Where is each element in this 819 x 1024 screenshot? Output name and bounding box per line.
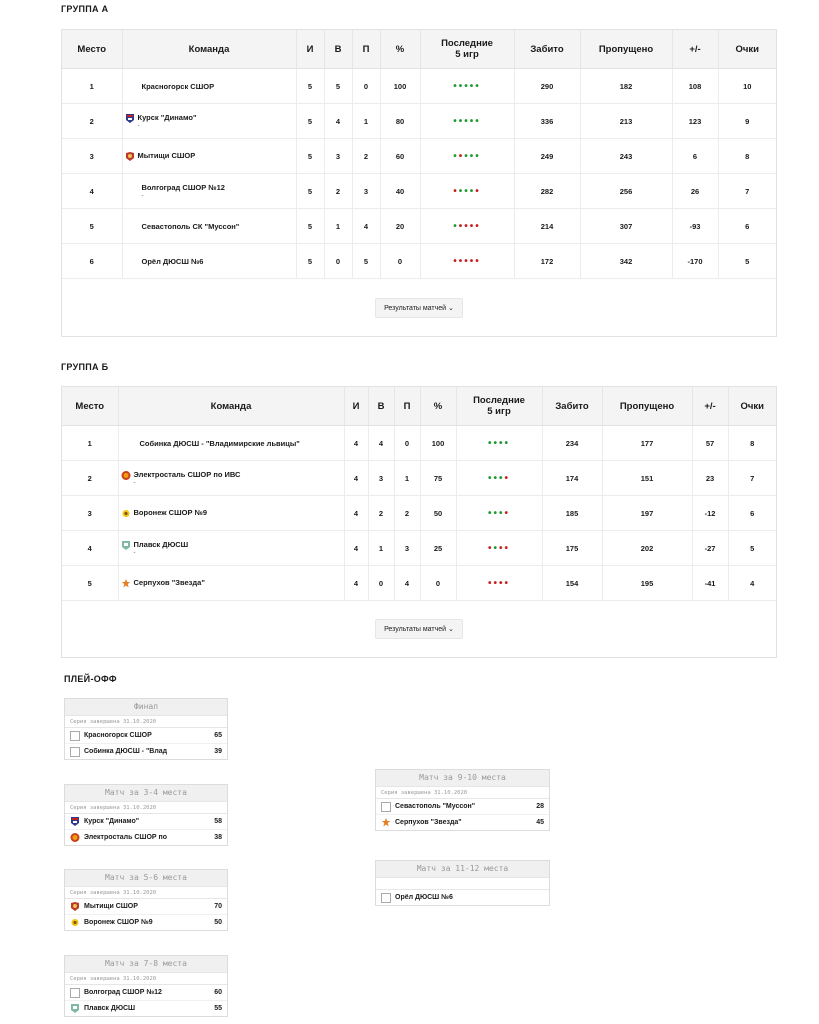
win-dot-icon: • [453,115,459,127]
diff-cell: 6 [672,139,718,174]
column-header: В [324,30,352,69]
win-dot-icon: • [453,220,459,232]
team-subtitle: - [133,480,136,486]
wins-cell: 3 [324,139,352,174]
match-date: Серия завершена 31.10.2020 [376,787,549,799]
points-cell: 6 [718,209,776,244]
loss-dot-icon: • [464,255,470,267]
match-team-row[interactable] [65,985,227,1000]
win-dot-icon: • [453,80,459,92]
scored-cell: 234 [542,426,602,461]
match-score: 50 [214,919,222,926]
team-logo-icon [121,540,131,551]
win-dot-icon: • [504,437,511,449]
conceded-cell: 202 [602,531,692,566]
match-team-row[interactable] [65,914,227,930]
pct-cell: 25 [420,531,456,566]
place-cell: 4 [62,531,118,566]
column-header: И [344,387,368,426]
match-team-row[interactable] [65,743,227,759]
pct-cell: 100 [420,426,456,461]
place-cell: 3 [62,139,122,174]
pct-cell: 75 [420,461,456,496]
team-logo-icon [121,470,131,481]
team-cell[interactable] [118,461,344,496]
match-title: Матч за 9-10 места [376,770,549,787]
loss-dot-icon: • [499,577,505,589]
match-title: Матч за 7-8 места [65,956,227,973]
conceded-cell: 182 [580,69,672,104]
diff-cell: 57 [692,426,728,461]
column-header: В [368,387,394,426]
place-cell: 6 [62,244,122,279]
team-logo-icon [70,832,80,843]
win-dot-icon: • [464,150,470,162]
match-score: 58 [214,818,222,825]
group-a-table [61,29,777,337]
team-name[interactable]: Собинка ДЮСШ - "Владимирские львицы" [139,438,300,448]
match-score: 65 [214,732,222,739]
scored-cell: 172 [514,244,580,279]
playoff-title: ПЛЕЙ-ОФФ [64,674,117,684]
conceded-cell: 195 [602,566,692,601]
team-cell[interactable] [118,496,344,531]
loss-dot-icon: • [475,220,481,232]
broken-image-icon [70,988,80,998]
match-team-row[interactable] [65,814,227,829]
win-dot-icon: • [475,150,481,162]
last-games-cell [456,496,542,531]
table-row[interactable] [62,139,776,174]
win-dot-icon: • [475,115,481,127]
games-cell: 4 [344,496,368,531]
conceded-cell: 213 [580,104,672,139]
match-team-name: Собинка ДЮСШ - "Влад [84,748,168,755]
match-score: 38 [214,834,222,841]
conceded-cell: 197 [602,496,692,531]
scored-cell: 174 [542,461,602,496]
loss-dot-icon: • [469,220,476,232]
table-row[interactable] [62,69,776,104]
team-subtitle: - [137,123,140,129]
column-header: Место [62,387,118,426]
scored-cell: 249 [514,139,580,174]
team-name[interactable]: Мытищи СШОР [137,150,196,160]
wins-cell: 1 [368,531,394,566]
win-dot-icon: • [464,115,470,127]
pct-cell: 0 [420,566,456,601]
losses-cell: 1 [352,104,380,139]
diff-cell: -93 [672,209,718,244]
column-header: Последние 5 игр [456,387,542,426]
win-dot-icon: • [453,150,459,162]
column-header: Последние 5 игр [420,30,514,69]
last-games-cell [420,209,514,244]
team-name[interactable]: Электросталь СШОР по ИВС [133,470,241,479]
wins-cell: 4 [324,104,352,139]
match-team-name: Орёл ДЮСШ №6 [395,894,453,901]
column-header: Забито [542,387,602,426]
losses-cell: 3 [352,174,380,209]
points-cell: 10 [718,69,776,104]
last-games-cell [456,426,542,461]
points-cell: 7 [728,461,776,496]
games-cell: 5 [296,139,324,174]
broken-image-icon [381,893,391,903]
team-name[interactable]: Красногорск СШОР [141,81,215,91]
table-row[interactable] [62,209,776,244]
match-card-m78[interactable] [64,955,228,1017]
group-a-title: ГРУППА А [61,4,109,14]
conceded-cell: 256 [580,174,672,209]
win-dot-icon: • [464,80,470,92]
match-team-row[interactable] [65,1000,227,1016]
last-games-cell [420,244,514,279]
match-date [376,878,549,890]
scored-cell: 336 [514,104,580,139]
conceded-cell: 307 [580,209,672,244]
team-name[interactable]: Плавск ДЮСШ [133,540,189,549]
pct-cell: 0 [380,244,420,279]
losses-cell: 3 [394,531,420,566]
match-title: Матч за 5-6 места [65,870,227,887]
loss-dot-icon: • [458,255,465,267]
loss-dot-icon: • [487,577,494,589]
conceded-cell: 243 [580,139,672,174]
points-cell: 6 [728,496,776,531]
points-cell: 8 [718,139,776,174]
games-cell: 4 [344,566,368,601]
points-cell: 5 [718,244,776,279]
team-logo-icon [121,508,131,519]
losses-cell: 2 [352,139,380,174]
chevron-down-icon: ⌄ [448,626,454,633]
pct-cell: 60 [380,139,420,174]
match-date: Серия завершена 31.10.2020 [65,716,227,728]
team-cell[interactable] [122,104,296,139]
win-dot-icon: • [493,472,499,484]
team-logo-icon [125,113,135,124]
win-dot-icon: • [493,437,499,449]
pct-cell: 80 [380,104,420,139]
pct-cell: 40 [380,174,420,209]
match-title: Матч за 3-4 места [65,785,227,802]
win-dot-icon: • [493,542,499,554]
match-card-m910[interactable] [375,769,550,831]
loss-dot-icon: • [475,185,481,197]
place-cell: 1 [62,69,122,104]
column-header: Очки [728,387,776,426]
match-team-name: Севастополь "Муссон" [395,803,476,810]
win-dot-icon: • [499,437,505,449]
team-cell[interactable] [118,531,344,566]
match-score: 70 [214,903,222,910]
wins-cell: 0 [368,566,394,601]
last-games-cell [420,139,514,174]
broken-image-icon [70,747,80,757]
win-dot-icon: • [469,80,476,92]
loss-dot-icon: • [458,150,465,162]
diff-cell: 108 [672,69,718,104]
team-logo-icon [70,816,80,827]
win-dot-icon: • [493,507,499,519]
points-cell: 7 [718,174,776,209]
match-team-name: Мытищи СШОР [84,903,138,910]
diff-cell: -27 [692,531,728,566]
team-cell[interactable] [122,139,296,174]
last-games-cell [420,174,514,209]
match-team-row[interactable] [65,829,227,845]
team-name[interactable]: Орёл ДЮСШ №6 [141,256,204,266]
table-row[interactable] [62,531,776,566]
match-team-row[interactable] [65,899,227,914]
losses-cell: 0 [352,69,380,104]
games-cell: 4 [344,531,368,566]
diff-cell: -170 [672,244,718,279]
column-header: П [394,387,420,426]
place-cell: 4 [62,174,122,209]
table-row[interactable] [62,566,776,601]
win-dot-icon: • [464,185,470,197]
match-team-name: Волгоград СШОР №12 [84,989,162,996]
column-header: % [420,387,456,426]
place-cell: 1 [62,426,118,461]
match-card-m56[interactable] [64,869,228,931]
team-logo-icon [70,917,80,928]
team-cell[interactable] [122,209,296,244]
team-cell[interactable] [118,426,344,461]
last-games-cell [456,461,542,496]
points-cell: 5 [728,531,776,566]
diff-cell: -41 [692,566,728,601]
column-header: Команда [122,30,296,69]
loss-dot-icon: • [499,542,505,554]
team-cell[interactable] [118,566,344,601]
group-b-results-button[interactable] [375,619,463,639]
loss-dot-icon: • [504,472,511,484]
team-cell[interactable] [122,174,296,209]
table-row[interactable] [62,174,776,209]
column-header: Команда [118,387,344,426]
scored-cell: 214 [514,209,580,244]
table-row[interactable] [62,496,776,531]
last-games-cell [456,566,542,601]
scored-cell: 290 [514,69,580,104]
team-name[interactable]: Севастополь СК "Муссон" [141,221,240,231]
losses-cell: 4 [352,209,380,244]
team-logo-icon [70,901,80,912]
column-header: И [296,30,324,69]
games-cell: 5 [296,209,324,244]
column-header: Очки [718,30,776,69]
diff-cell: 123 [672,104,718,139]
team-name[interactable]: Курск "Динамо" [137,113,197,122]
match-score: 28 [536,803,544,810]
win-dot-icon: • [458,80,465,92]
win-dot-icon: • [469,150,476,162]
wins-cell: 2 [368,496,394,531]
games-cell: 5 [296,69,324,104]
team-logo-icon [121,578,131,589]
match-team-name: Воронеж СШОР №9 [84,919,153,926]
place-cell: 2 [62,461,118,496]
games-cell: 5 [296,104,324,139]
loss-dot-icon: • [475,255,481,267]
team-logo-icon [381,817,391,828]
match-date: Серия завершена 31.10.2020 [65,973,227,985]
match-card-final[interactable] [64,698,228,760]
points-cell: 9 [718,104,776,139]
table-row[interactable] [62,461,776,496]
points-cell: 8 [728,426,776,461]
match-team-row[interactable] [376,890,549,905]
table-row[interactable] [62,244,776,279]
match-date: Серия завершена 31.10.2020 [65,887,227,899]
losses-cell: 4 [394,566,420,601]
table-row[interactable] [62,104,776,139]
team-name[interactable]: Серпухов "Звезда" [133,577,205,587]
wins-cell: 2 [324,174,352,209]
team-logo-icon [70,1003,80,1014]
match-team-name: Серпухов "Звезда" [395,819,462,826]
loss-dot-icon: • [464,220,470,232]
wins-cell: 1 [324,209,352,244]
team-cell[interactable] [122,244,296,279]
place-cell: 3 [62,496,118,531]
wins-cell: 3 [368,461,394,496]
match-score: 39 [214,748,222,755]
loss-dot-icon: • [504,507,511,519]
group-b-title: ГРУППА Б [61,362,109,372]
column-header: % [380,30,420,69]
team-logo-icon [125,151,135,162]
win-dot-icon: • [458,115,465,127]
column-header: Место [62,30,122,69]
losses-cell: 2 [394,496,420,531]
group-b-table [61,386,777,658]
last-games-cell [456,531,542,566]
team-subtitle: - [133,550,136,556]
match-title: Матч за 11-12 места [376,861,549,878]
match-team-row[interactable] [376,814,549,830]
loss-dot-icon: • [504,577,511,589]
results-label: Результаты матчей [384,304,447,312]
match-team-name: Плавск ДЮСШ [84,1005,136,1012]
win-dot-icon: • [499,507,505,519]
match-team-name: Электросталь СШОР по [84,834,168,841]
match-score: 45 [536,819,544,826]
games-cell: 5 [296,174,324,209]
pct-cell: 50 [420,496,456,531]
match-date: Серия завершена 31.10.2020 [65,802,227,814]
match-team-row[interactable] [65,728,227,743]
points-cell: 4 [728,566,776,601]
team-name[interactable]: Волгоград СШОР №12 [141,183,225,192]
match-score: 60 [214,989,222,996]
loss-dot-icon: • [458,220,465,232]
loss-dot-icon: • [487,542,494,554]
last-games-cell [420,69,514,104]
last-games-cell [420,104,514,139]
win-dot-icon: • [487,437,494,449]
win-dot-icon: • [499,472,505,484]
column-header: +/- [692,387,728,426]
match-card-m34[interactable] [64,784,228,846]
conceded-cell: 342 [580,244,672,279]
diff-cell: -12 [692,496,728,531]
loss-dot-icon: • [453,185,459,197]
place-cell: 2 [62,104,122,139]
results-label: Результаты матчей [384,626,447,633]
diff-cell: 26 [672,174,718,209]
team-subtitle: - [141,193,144,199]
table-row[interactable] [62,426,776,461]
conceded-cell: 177 [602,426,692,461]
match-card-m1112[interactable] [375,860,550,906]
pct-cell: 20 [380,209,420,244]
column-header: Пропущено [602,387,692,426]
column-header: +/- [672,30,718,69]
losses-cell: 0 [394,426,420,461]
win-dot-icon: • [469,115,476,127]
match-score: 55 [214,1005,222,1012]
place-cell: 5 [62,566,118,601]
wins-cell: 5 [324,69,352,104]
loss-dot-icon: • [469,255,476,267]
scored-cell: 175 [542,531,602,566]
wins-cell: 0 [324,244,352,279]
team-name[interactable]: Воронеж СШОР №9 [133,507,208,517]
broken-image-icon [70,731,80,741]
scored-cell: 154 [542,566,602,601]
losses-cell: 1 [394,461,420,496]
pct-cell: 100 [380,69,420,104]
broken-image-icon [381,802,391,812]
win-dot-icon: • [487,507,494,519]
games-cell: 5 [296,244,324,279]
column-header: П [352,30,380,69]
loss-dot-icon: • [493,577,499,589]
win-dot-icon: • [458,185,465,197]
losses-cell: 5 [352,244,380,279]
column-header: Забито [514,30,580,69]
games-cell: 4 [344,426,368,461]
team-cell[interactable] [122,69,296,104]
loss-dot-icon: • [504,542,511,554]
loss-dot-icon: • [453,255,459,267]
wins-cell: 4 [368,426,394,461]
win-dot-icon: • [469,185,476,197]
place-cell: 5 [62,209,122,244]
win-dot-icon: • [487,472,494,484]
match-team-name: Красногорск СШОР [84,732,152,739]
win-dot-icon: • [475,80,481,92]
diff-cell: 23 [692,461,728,496]
match-team-name: Курск "Динамо" [84,818,140,825]
match-title: Финал [65,699,227,716]
games-cell: 4 [344,461,368,496]
match-team-row[interactable] [376,799,549,814]
scored-cell: 282 [514,174,580,209]
conceded-cell: 151 [602,461,692,496]
column-header: Пропущено [580,30,672,69]
group-a-results-button[interactable] [375,298,463,318]
scored-cell: 185 [542,496,602,531]
chevron-down-icon: ⌄ [448,304,454,312]
